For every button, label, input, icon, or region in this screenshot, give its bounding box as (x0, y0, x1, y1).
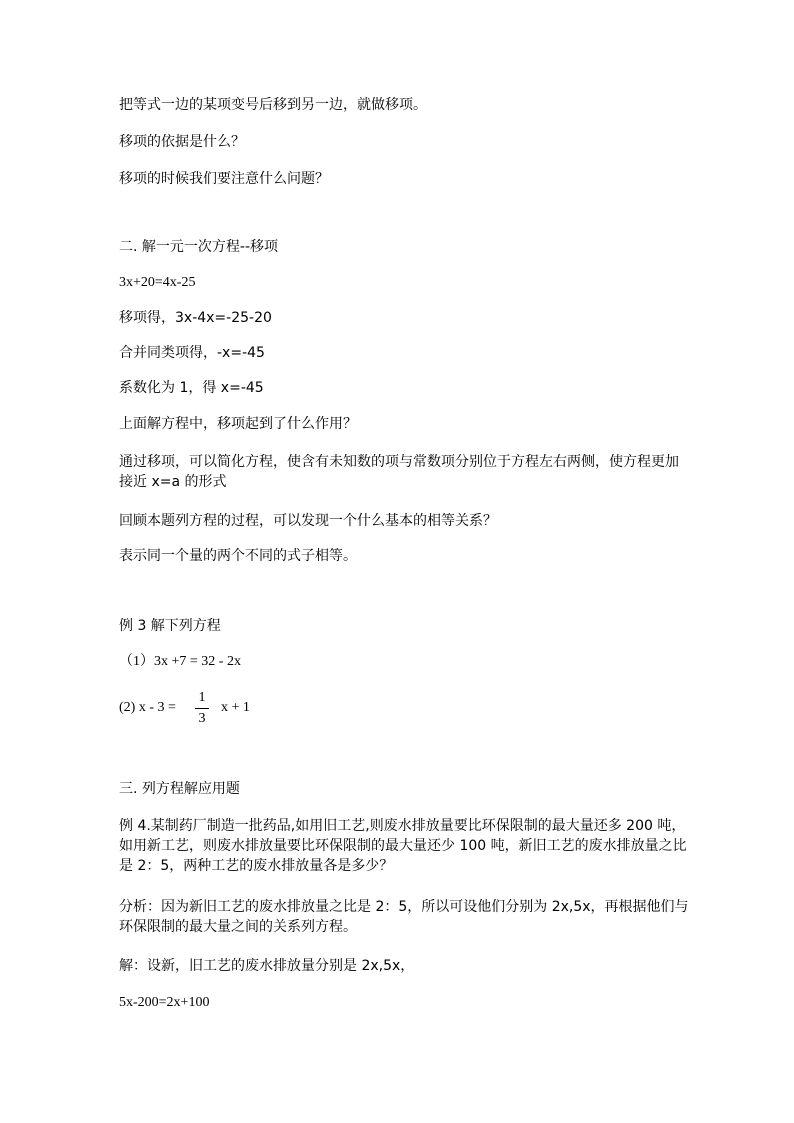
example-4-line-2: 如用新工艺，则废水排放量要比环保限制的最大量还少 100 吨，新旧工艺的废水排放量之比 (119, 838, 687, 854)
question-attention: 移项的时候我们要注意什么问题？ (119, 171, 329, 187)
analysis-paragraph (119, 897, 689, 937)
step-transpose: 移项得，3x-4x=-25-20 (119, 310, 272, 326)
paragraph-transposition-definition: 把等式一边的某项变号后移到另一边，就做移项。 (119, 97, 427, 113)
example-4-problem (119, 816, 687, 876)
solution-setup: 解：设新，旧工艺的废水排放量分别是 2x,5x， (119, 958, 415, 974)
fraction-bar (195, 708, 209, 709)
section-2-title: 二. 解一元一次方程--移项 (119, 239, 279, 255)
equation-1: 3x+20=4x-25 (119, 275, 196, 290)
question-relation: 回顾本题列方程的过程，可以发现一个什么基本的相等关系？ (119, 513, 497, 529)
problem-2-right-side: x + 1 (221, 700, 250, 715)
answer-effect (119, 452, 679, 492)
section-3-title: 三. 列方程解应用题 (119, 781, 240, 797)
solution-equation: 5x-200=2x+100 (119, 995, 210, 1010)
answer-effect-line-1: 通过移项，可以简化方程，使含有未知数的项与常数项分别位于方程左右两侧，使方程更加 (119, 454, 679, 470)
question-effect: 上面解方程中，移项起到了什么作用？ (119, 416, 357, 432)
example-3-problem-1: （1）3x +7 = 32 - 2x (119, 654, 241, 669)
fraction-one-third (195, 690, 209, 727)
answer-effect-line-2: 接近 x=a 的形式 (119, 474, 227, 490)
fraction-numerator: 1 (198, 690, 206, 705)
analysis-line-1: 分析：因为新旧工艺的废水排放量之比是 2：5，所以可设他们分别为 2x,5x，再根据他们与 (119, 899, 689, 915)
step-coefficient: 系数化为 1，得 x=-45 (119, 380, 264, 396)
example-4-line-1: 例 4.某制药厂制造一批药品,如用旧工艺,则废水排放量要比环保限制的最大量还多 200 吨， (119, 818, 686, 834)
question-basis: 移项的依据是什么？ (119, 134, 245, 150)
example-4-line-3: 是 2：5，两种工艺的废水排放量各是多少？ (119, 858, 394, 874)
example-3-title: 例 3 解下列方程 (119, 618, 221, 634)
step-combine: 合并同类项得，-x=-45 (119, 345, 265, 361)
problem-2-left-side: (2) x - 3 = (119, 700, 176, 715)
fraction-denominator: 3 (198, 711, 206, 726)
answer-relation: 表示同一个量的两个不同的式子相等。 (119, 548, 357, 564)
analysis-line-2: 环保限制的最大量之间的关系列方程。 (119, 919, 357, 935)
